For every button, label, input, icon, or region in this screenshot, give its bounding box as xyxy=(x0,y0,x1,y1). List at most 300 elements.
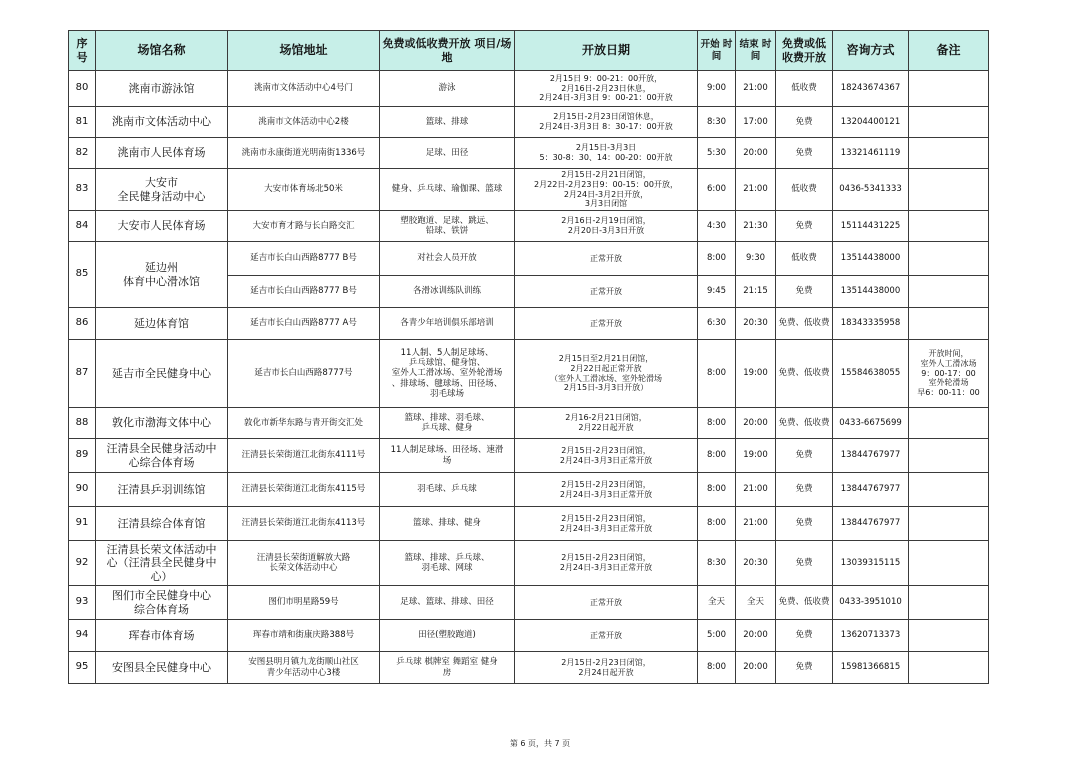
cell-note xyxy=(909,308,989,340)
cell-start-time-text: 8:00 xyxy=(706,662,727,673)
venue-name: 汪清县全民健身活动中 心综合体育场 xyxy=(106,442,217,469)
cell-note xyxy=(909,276,989,308)
cell-contact-text: 0433-3951010 xyxy=(839,597,902,608)
cell-fee xyxy=(776,652,833,684)
table-body xyxy=(69,71,989,684)
cell-fee xyxy=(776,507,833,541)
cell-fee xyxy=(776,308,833,340)
cell-projects-text: 羽毛球、乒乓球 xyxy=(417,484,477,495)
row-number: 84 xyxy=(75,219,89,231)
cell-name xyxy=(96,138,228,169)
cell-address xyxy=(228,169,380,211)
venue-name: 大安市人民体育场 xyxy=(117,219,206,233)
cell-projects-text: 各青少年培训俱乐部培训 xyxy=(400,318,494,329)
cell-start-time xyxy=(698,211,736,242)
cell-no xyxy=(69,71,96,107)
venue-name: 珲春市体育场 xyxy=(128,628,195,642)
cell-contact xyxy=(833,242,909,276)
cell-projects xyxy=(380,169,515,211)
cell-fee xyxy=(776,169,833,211)
cell-end-time-text: 全天 xyxy=(746,597,764,608)
cell-projects xyxy=(380,242,515,276)
cell-end-time xyxy=(736,169,776,211)
cell-address xyxy=(228,473,380,507)
cell-dates xyxy=(515,507,698,541)
cell-dates xyxy=(515,169,698,211)
cell-name xyxy=(96,473,228,507)
cell-address-text: 汪清县长荣街道江北街东4113号 xyxy=(241,518,366,529)
cell-address xyxy=(228,340,380,408)
cell-dates xyxy=(515,340,698,408)
header-no: 序 号 xyxy=(69,31,96,71)
row-number: 92 xyxy=(75,556,89,568)
table-row xyxy=(69,242,989,276)
cell-no xyxy=(69,138,96,169)
row-number: 94 xyxy=(75,629,89,641)
cell-contact-text: 18243674367 xyxy=(840,83,901,94)
cell-note xyxy=(909,138,989,169)
cell-contact-text: 0436-5341333 xyxy=(839,184,902,195)
venue-name: 安图县全民健身中心 xyxy=(112,660,211,674)
cell-start-time xyxy=(698,541,736,586)
cell-fee-text: 免费 xyxy=(795,450,813,461)
cell-dates-text: 2月16-2月21日闭馆， 2月22日起开放 xyxy=(565,413,647,432)
cell-contact xyxy=(833,308,909,340)
cell-contact-text: 13844767977 xyxy=(840,518,901,529)
cell-contact-text: 13204400121 xyxy=(840,116,901,127)
cell-fee-text: 免费 xyxy=(795,557,813,568)
cell-end-time xyxy=(736,652,776,684)
cell-start-time-text: 9:00 xyxy=(706,83,727,94)
cell-no xyxy=(69,107,96,138)
cell-start-time xyxy=(698,340,736,408)
cell-note xyxy=(909,211,989,242)
row-number: 87 xyxy=(75,367,89,379)
cell-name xyxy=(96,586,228,620)
cell-end-time xyxy=(736,138,776,169)
row-number: 90 xyxy=(75,483,89,495)
table-row xyxy=(69,71,989,107)
cell-projects-text: 健身、乒乓球、瑜伽课、篮球 xyxy=(391,184,503,195)
table-row xyxy=(69,169,989,211)
cell-fee-text: 免费 xyxy=(795,116,813,127)
cell-name xyxy=(96,169,228,211)
row-number: 93 xyxy=(75,596,89,608)
cell-no xyxy=(69,473,96,507)
header-start: 开始 时间 xyxy=(698,31,736,71)
cell-start-time xyxy=(698,107,736,138)
cell-end-time-text: 9:30 xyxy=(745,253,766,264)
cell-address-text: 洮南市永康街道光明南街1336号 xyxy=(241,147,366,158)
cell-address-text: 洮南市文体活动中心4号门 xyxy=(254,83,353,94)
cell-projects xyxy=(380,541,515,586)
cell-no xyxy=(69,507,96,541)
cell-contact xyxy=(833,107,909,138)
cell-end-time-text: 20:30 xyxy=(743,557,768,568)
cell-address-text: 延吉市长白山西路8777 B号 xyxy=(250,286,357,297)
cell-no xyxy=(69,169,96,211)
cell-address-text: 汪清县长荣街道江北街东4115号 xyxy=(241,484,366,495)
cell-projects xyxy=(380,107,515,138)
cell-end-time-text: 21:00 xyxy=(743,184,768,195)
cell-address xyxy=(228,276,380,308)
cell-dates xyxy=(515,211,698,242)
cell-end-time-text: 17:00 xyxy=(743,116,768,127)
cell-projects xyxy=(380,620,515,652)
cell-address xyxy=(228,71,380,107)
venue-name: 敦化市渤海文体中心 xyxy=(112,416,211,430)
table-row xyxy=(69,439,989,473)
cell-dates-text: 2月15日-2月23日闭馆， 2月24日-3月3日正常开放 xyxy=(559,479,653,499)
cell-projects-text: 田径(塑胶跑道) xyxy=(418,630,476,641)
cell-no xyxy=(69,541,96,586)
venue-name: 延边州 体育中心滑冰馆 xyxy=(123,261,200,288)
cell-address xyxy=(228,652,380,684)
cell-end-time xyxy=(736,211,776,242)
cell-projects xyxy=(380,138,515,169)
cell-projects xyxy=(380,408,515,439)
cell-note xyxy=(909,242,989,276)
cell-fee xyxy=(776,408,833,439)
table-row xyxy=(69,473,989,507)
cell-note xyxy=(909,586,989,620)
cell-contact xyxy=(833,138,909,169)
row-number: 83 xyxy=(75,183,89,195)
cell-name xyxy=(96,71,228,107)
cell-note xyxy=(909,408,989,439)
cell-address xyxy=(228,586,380,620)
cell-fee-text: 免费、低收费 xyxy=(778,417,830,428)
venue-name: 洮南市人民体育场 xyxy=(117,146,206,160)
row-number: 81 xyxy=(75,115,89,127)
cell-note xyxy=(909,340,989,408)
cell-end-time xyxy=(736,276,776,308)
cell-projects xyxy=(380,507,515,541)
cell-start-time xyxy=(698,620,736,652)
cell-address-text: 大安市体育场北50米 xyxy=(264,184,343,195)
cell-name xyxy=(96,439,228,473)
cell-end-time-text: 21:15 xyxy=(743,286,768,297)
cell-no xyxy=(69,408,96,439)
cell-address-text: 大安市育才路与长白路交汇 xyxy=(252,220,355,231)
cell-address xyxy=(228,620,380,652)
cell-dates-text: 正常开放 xyxy=(590,253,622,263)
header-fee: 免费或低 收费开放 xyxy=(776,31,833,71)
cell-fee-text: 免费 xyxy=(795,286,813,297)
header-note: 备注 xyxy=(909,31,989,71)
cell-fee xyxy=(776,276,833,308)
cell-dates-text: 2月15日-3月3日 5：30-8：30、14：00-20：00开放 xyxy=(539,143,673,162)
table-row xyxy=(69,620,989,652)
cell-fee xyxy=(776,620,833,652)
cell-name xyxy=(96,541,228,586)
cell-start-time-text: 8:30 xyxy=(706,116,727,127)
cell-dates-text: 2月15日-2月23日闭馆休息， 2月24日-3月3日 8：30-17：00开放 xyxy=(539,112,673,131)
cell-end-time xyxy=(736,507,776,541)
cell-note xyxy=(909,107,989,138)
cell-fee xyxy=(776,211,833,242)
cell-start-time-text: 8:00 xyxy=(706,417,727,428)
cell-start-time xyxy=(698,507,736,541)
cell-end-time xyxy=(736,541,776,586)
cell-contact xyxy=(833,439,909,473)
cell-dates xyxy=(515,276,698,308)
cell-projects xyxy=(380,308,515,340)
cell-projects-text: 篮球、排球、健身 xyxy=(412,518,481,529)
cell-note-text: 开放时间， 室外人工滑冰场 9：00-17：00 室外轮滑场 早6：00-11：00 xyxy=(917,349,980,398)
cell-end-time-text: 21:30 xyxy=(743,220,768,231)
cell-projects xyxy=(380,211,515,242)
cell-projects xyxy=(380,439,515,473)
cell-address-text: 延吉市长白山西路8777 A号 xyxy=(250,318,357,329)
cell-projects-text: 游泳 xyxy=(438,83,456,94)
venue-name: 汪清县综合体育馆 xyxy=(117,516,206,530)
cell-no xyxy=(69,586,96,620)
cell-start-time-text: 5:30 xyxy=(706,147,727,158)
cell-contact xyxy=(833,473,909,507)
cell-end-time xyxy=(736,586,776,620)
cell-end-time xyxy=(736,408,776,439)
cell-fee xyxy=(776,138,833,169)
cell-no xyxy=(69,439,96,473)
table-row xyxy=(69,308,989,340)
cell-no xyxy=(69,340,96,408)
table-row xyxy=(69,340,989,408)
header-projects: 免费或低收费开放 项目/场地 xyxy=(380,31,515,71)
cell-note xyxy=(909,620,989,652)
cell-start-time-text: 全天 xyxy=(707,597,725,608)
cell-contact-text: 13321461119 xyxy=(840,147,901,158)
row-number: 82 xyxy=(75,146,89,158)
row-number: 91 xyxy=(75,517,89,529)
cell-contact-text: 15584638055 xyxy=(840,368,901,379)
cell-note xyxy=(909,541,989,586)
cell-end-time-text: 20:30 xyxy=(743,318,768,329)
venue-name: 延吉市全民健身中心 xyxy=(112,366,211,380)
cell-no xyxy=(69,242,96,308)
cell-dates-text: 2月16日-2月19日闭馆， 2月20日-3月3日开放 xyxy=(561,216,651,235)
cell-address xyxy=(228,308,380,340)
cell-address xyxy=(228,211,380,242)
cell-address xyxy=(228,541,380,586)
cell-dates-text: 2月15日-2月23日闭馆， 2月24日-3月3日正常开放 xyxy=(559,513,653,533)
cell-projects-text: 塑胶跑道、足球、跳远、 铅球、铁饼 xyxy=(400,215,494,236)
cell-contact-text: 0433-6675699 xyxy=(839,417,902,428)
cell-address xyxy=(228,107,380,138)
cell-contact xyxy=(833,408,909,439)
cell-start-time xyxy=(698,138,736,169)
cell-no xyxy=(69,620,96,652)
cell-projects-text: 篮球、排球 xyxy=(425,116,469,127)
cell-name xyxy=(96,107,228,138)
cell-fee-text: 低收费 xyxy=(791,253,817,264)
cell-dates xyxy=(515,408,698,439)
cell-contact xyxy=(833,507,909,541)
cell-start-time-text: 8:00 xyxy=(706,450,727,461)
cell-contact xyxy=(833,276,909,308)
cell-projects-text: 11人制足球场、田径场、速滑 场 xyxy=(390,445,504,466)
cell-end-time xyxy=(736,107,776,138)
cell-end-time xyxy=(736,340,776,408)
cell-dates-text: 2月15日-2月21日闭馆， 2月22日-2月23日9：00-15：00开放， 2月24日-3月2日开放， 3月3日闭馆 xyxy=(534,170,678,209)
cell-address xyxy=(228,138,380,169)
cell-note xyxy=(909,652,989,684)
cell-projects-text: 对社会人员开放 xyxy=(417,253,477,264)
header-address: 场馆地址 xyxy=(228,31,380,71)
cell-start-time xyxy=(698,586,736,620)
cell-dates xyxy=(515,473,698,507)
cell-address xyxy=(228,408,380,439)
cell-address-text: 延吉市长白山西路8777 B号 xyxy=(250,253,357,264)
cell-name xyxy=(96,507,228,541)
cell-projects xyxy=(380,340,515,408)
cell-projects-text: 足球、篮球、排球、田径 xyxy=(400,597,494,608)
cell-dates-text: 2月15日-2月23日闭馆， 2月24日起开放 xyxy=(561,657,651,677)
cell-name xyxy=(96,408,228,439)
cell-fee-text: 免费 xyxy=(795,518,813,529)
header-contact: 咨询方式 xyxy=(833,31,909,71)
cell-dates xyxy=(515,308,698,340)
cell-end-time xyxy=(736,71,776,107)
venue-name: 汪清县长荣文体活动中 心（汪清县全民健身中 心） xyxy=(106,542,217,583)
venue-name: 图们市全民健身中心 综合体育场 xyxy=(112,589,211,616)
cell-end-time-text: 20:00 xyxy=(743,630,768,641)
cell-dates-text: 正常开放 xyxy=(590,318,622,328)
cell-dates xyxy=(515,652,698,684)
cell-dates xyxy=(515,138,698,169)
cell-start-time xyxy=(698,169,736,211)
cell-contact-text: 13514438000 xyxy=(840,253,901,264)
cell-address-text: 图们市明星路59号 xyxy=(268,597,339,608)
row-number: 88 xyxy=(75,416,89,428)
row-number: 89 xyxy=(75,449,89,461)
cell-fee-text: 免费、低收费 xyxy=(778,318,830,329)
cell-no xyxy=(69,308,96,340)
cell-contact-text: 18343335958 xyxy=(840,318,901,329)
cell-note xyxy=(909,507,989,541)
cell-end-time-text: 19:00 xyxy=(743,368,768,379)
cell-start-time-text: 8:00 xyxy=(706,253,727,264)
cell-fee xyxy=(776,473,833,507)
cell-end-time xyxy=(736,308,776,340)
cell-name xyxy=(96,340,228,408)
cell-start-time-text: 8:00 xyxy=(706,484,727,495)
header-row xyxy=(69,31,989,71)
cell-note xyxy=(909,169,989,211)
cell-name xyxy=(96,652,228,684)
cell-projects-text: 11人制、5人制足球场、 乒乓球馆、健身馆、 室外人工滑冰场、室外轮滑场 、排球场、毽球场、田径场、 羽毛球场 xyxy=(391,347,503,400)
cell-contact-text: 15114431225 xyxy=(840,220,901,231)
cell-start-time xyxy=(698,439,736,473)
cell-contact xyxy=(833,211,909,242)
cell-contact-text: 13844767977 xyxy=(840,450,901,461)
table-row xyxy=(69,138,989,169)
cell-contact-text: 13514438000 xyxy=(840,286,901,297)
cell-fee-text: 免费 xyxy=(795,220,813,231)
cell-note xyxy=(909,439,989,473)
venue-name: 洮南市文体活动中心 xyxy=(112,115,211,129)
cell-dates xyxy=(515,439,698,473)
cell-start-time-text: 8:30 xyxy=(706,557,727,568)
cell-fee-text: 免费 xyxy=(795,630,813,641)
cell-contact-text: 13620713373 xyxy=(840,630,901,641)
cell-dates-text: 正常开放 xyxy=(590,286,622,296)
cell-contact-text: 15981366815 xyxy=(840,662,901,673)
cell-start-time xyxy=(698,276,736,308)
cell-dates-text: 正常开放 xyxy=(590,630,622,640)
cell-fee-text: 免费、低收费 xyxy=(778,597,830,608)
cell-contact xyxy=(833,340,909,408)
cell-dates-text: 2月15日-2月23日闭馆， 2月24日-3月3日正常开放 xyxy=(559,445,653,465)
cell-end-time-text: 19:00 xyxy=(743,450,768,461)
cell-fee xyxy=(776,71,833,107)
cell-dates xyxy=(515,71,698,107)
row-number: 86 xyxy=(75,317,89,329)
cell-contact xyxy=(833,652,909,684)
cell-end-time-text: 21:00 xyxy=(743,83,768,94)
table-row xyxy=(69,652,989,684)
cell-end-time xyxy=(736,620,776,652)
cell-name xyxy=(96,211,228,242)
cell-end-time-text: 20:00 xyxy=(743,662,768,673)
cell-contact-text: 13844767977 xyxy=(840,484,901,495)
cell-fee-text: 低收费 xyxy=(791,184,817,195)
cell-dates xyxy=(515,107,698,138)
cell-start-time-text: 4:30 xyxy=(706,220,727,231)
cell-contact xyxy=(833,169,909,211)
cell-contact xyxy=(833,541,909,586)
cell-end-time xyxy=(736,242,776,276)
cell-fee-text: 免费、低收费 xyxy=(778,368,830,379)
cell-projects-text: 各滑冰训练队训练 xyxy=(412,286,481,297)
row-number: 85 xyxy=(75,268,89,280)
cell-note xyxy=(909,71,989,107)
cell-start-time-text: 8:00 xyxy=(706,368,727,379)
cell-name xyxy=(96,620,228,652)
cell-dates-text: 2月15日至2月21日闭馆， 2月22日起正常开放 （室外人工滑冰场、室外轮滑场 2月15日-3月3日开放） xyxy=(550,354,662,393)
cell-fee xyxy=(776,586,833,620)
cell-dates-text: 正常开放 xyxy=(590,597,622,607)
cell-end-time-text: 21:00 xyxy=(743,484,768,495)
venue-name: 延边体育馆 xyxy=(134,316,189,330)
cell-projects xyxy=(380,276,515,308)
cell-dates xyxy=(515,242,698,276)
table-row xyxy=(69,408,989,439)
table-row xyxy=(69,507,989,541)
cell-address-text: 汪清县长荣街道江北街东4111号 xyxy=(241,450,366,461)
cell-start-time xyxy=(698,408,736,439)
cell-start-time xyxy=(698,652,736,684)
cell-address xyxy=(228,242,380,276)
venue-table xyxy=(68,30,989,684)
table-row xyxy=(69,211,989,242)
cell-projects-text: 篮球、排球、羽毛球、 乒乓球、健身 xyxy=(404,412,490,433)
cell-start-time-text: 9:45 xyxy=(706,286,727,297)
cell-end-time xyxy=(736,439,776,473)
header-end: 结束 时间 xyxy=(736,31,776,71)
cell-no xyxy=(69,652,96,684)
cell-note xyxy=(909,473,989,507)
cell-dates-text: 2月15日-2月23日闭馆， 2月24日-3月3日正常开放 xyxy=(559,553,653,572)
venue-name: 大安市 全民健身活动中心 xyxy=(117,176,206,203)
venue-name: 洮南市游泳馆 xyxy=(128,81,195,95)
cell-projects-text: 乒乓球 棋牌室 舞蹈室 健身 房 xyxy=(396,657,498,678)
cell-fee xyxy=(776,439,833,473)
header-dates: 开放日期 xyxy=(515,31,698,71)
table-row xyxy=(69,541,989,586)
cell-start-time xyxy=(698,473,736,507)
cell-address-text: 敦化市新华东路与青开街交汇处 xyxy=(243,417,363,428)
